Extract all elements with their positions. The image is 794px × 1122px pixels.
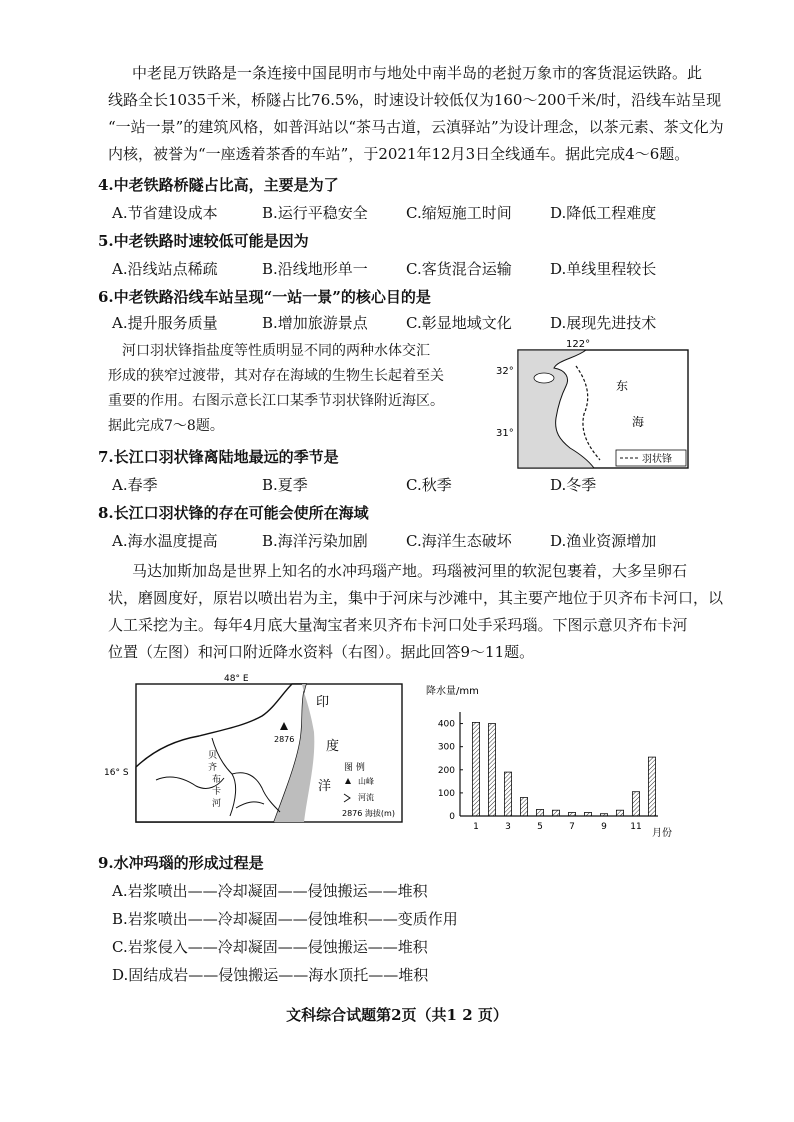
question-6-stem: 6.中老铁路沿线车站呈现“一站一景”的核心目的是 — [98, 288, 431, 306]
chart-y-tick-label: 300 — [437, 742, 455, 753]
question-8-stem: 8.长江口羽状锋的存在可能会使所在海域 — [98, 504, 369, 522]
question-6-option-d[interactable]: D.展现先进技术 — [550, 314, 657, 332]
question-7-stem: 7.长江口羽状锋离陆地最远的季节是 — [98, 448, 339, 466]
chart-x-tick-label: 9 — [601, 822, 607, 832]
map2-ocean-label-1: 印 — [316, 695, 330, 710]
chart-x-tick-label: 11 — [630, 822, 642, 832]
map2-peak-elevation-label: 2876 — [274, 735, 295, 744]
map1-sea-label-2: 海 — [632, 415, 645, 429]
question-9-option-a[interactable]: A.岩浆喷出——冷却凝固——侵蚀搬运——堆积 — [112, 882, 428, 900]
chart-bar-month-2 — [488, 724, 495, 816]
question-4-option-b[interactable]: B.运行平稳安全 — [262, 204, 368, 222]
map1-legend-label: 羽状锋 — [642, 454, 672, 465]
passage1-line-4: 内核，被誉为“一座透着茶香的车站”，于2021年12月3日全线通车。据此完成4～6题。 — [108, 145, 690, 163]
passage3-line-2: 状，磨圆度好，原岩以喷出岩为主，集中于河床与沙滩中，其主要产地位于贝齐布卡河口，以 — [108, 589, 724, 607]
passage2-line-3: 重要的作用。右图示意长江口某季节羽状锋附近海区。 — [108, 393, 444, 409]
chart-x-tick-label: 3 — [505, 822, 511, 832]
question-4-stem: 4.中老铁路桥隧占比高，主要是为了 — [98, 176, 339, 194]
chart-bar-month-4 — [520, 798, 527, 817]
chart-x-axis-label: 月份 — [652, 828, 672, 839]
question-5-stem: 5.中老铁路时速较低可能是因为 — [98, 232, 309, 250]
yangtze-estuary-map — [496, 336, 692, 472]
question-9-option-d[interactable]: D.固结成岩——侵蚀搬运——海水顶托——堆积 — [112, 966, 429, 984]
question-8-option-a[interactable]: A.海水温度提高 — [112, 532, 218, 550]
map2-river-label-4: 卡 — [212, 787, 222, 797]
passage1-line-2: 线路全长1035千米，桥隧占比76.5%，时速设计较低仅为160～200千米/时，沿线车站呈现 — [108, 91, 722, 109]
map2-legend-river-label: 河流 — [358, 793, 374, 802]
map1-longitude-label: 122° — [566, 339, 591, 350]
map2-legend-elevation-label: 2876 海拔(m) — [342, 809, 395, 818]
question-7-option-a[interactable]: A.春季 — [112, 476, 158, 494]
question-9-stem: 9.水冲玛瑙的形成过程是 — [98, 854, 264, 872]
chart-y-tick-label: 400 — [437, 719, 455, 730]
question-5-option-d[interactable]: D.单线里程较长 — [550, 260, 657, 278]
map2-legend-peak-label: 山峰 — [358, 777, 374, 786]
map2-ocean-label-2: 度 — [326, 739, 340, 754]
chart-bar-month-6 — [552, 810, 559, 816]
chart-bar-month-5 — [536, 810, 543, 817]
question-8-option-c[interactable]: C.海洋生态破坏 — [406, 532, 512, 550]
map1-sea-label-1: 东 — [616, 379, 629, 393]
question-4-option-a[interactable]: A.节省建设成本 — [112, 204, 218, 222]
question-8-option-b[interactable]: B.海洋污染加剧 — [262, 532, 368, 550]
chart-y-ticks — [438, 720, 455, 822]
chart-bar-month-12 — [648, 757, 655, 816]
chart-bar-month-11 — [632, 792, 639, 816]
question-7-option-c[interactable]: C.秋季 — [406, 476, 452, 494]
question-5-option-c[interactable]: C.客货混合运输 — [406, 260, 512, 278]
chart-bar-month-3 — [504, 772, 511, 816]
passage2-line-4: 据此完成7～8题。 — [108, 418, 224, 434]
chart-bar-month-10 — [616, 810, 623, 816]
passage3-line-4: 位置（左图）和河口附近降水资料（右图）。据此回答9～11题。 — [108, 643, 535, 661]
map2-river-label-3: 布 — [212, 775, 222, 785]
passage1-line-1: 中老昆万铁路是一条连接中国昆明市与地处中南半岛的老挝万象市的客货混运铁路。此 — [132, 64, 703, 82]
question-4-option-c[interactable]: C.缩短施工时间 — [406, 204, 512, 222]
passage2-line-2: 形成的狭窄过渡带，其对存在海域的生物生长起着至关 — [108, 368, 444, 384]
question-9-option-b[interactable]: B.岩浆喷出——冷却凝固——侵蚀堆积——变质作用 — [112, 910, 458, 928]
chart-y-axis-label: 降水量/mm — [426, 686, 479, 697]
map2-river-label-2: 齐 — [208, 763, 218, 773]
chart-bars — [472, 722, 655, 816]
map2-longitude-label: 48° E — [224, 674, 249, 684]
question-8-option-d[interactable]: D.渔业资源增加 — [550, 532, 657, 550]
passage1-line-3: “一站一景”的建筑风格，如普洱站以“茶马古道，云滇驿站”为设计理念，以茶元素、茶文化为 — [108, 118, 724, 136]
passage3-line-3: 人工采挖为主。每年4月底大量淘宝者来贝齐布卡河口处手采玛瑙。下图示意贝齐布卡河 — [108, 616, 688, 634]
question-5-option-b[interactable]: B.沿线地形单一 — [262, 260, 368, 278]
chart-x-tick-label: 7 — [569, 822, 575, 832]
passage2-line-1: 河口羽状锋指盐度等性质明显不同的两种水体交汇 — [122, 343, 430, 359]
chart-y-tick-label: 200 — [437, 765, 455, 776]
map1-latitude-top-label: 32° — [496, 366, 514, 377]
chart-x-tick-label: 1 — [473, 822, 479, 832]
map1-latitude-bottom-label: 31° — [496, 428, 514, 439]
chart-x-tick-label: 5 — [537, 822, 543, 832]
map2-river-label-1: 贝 — [208, 751, 218, 761]
map2-legend-title: 图 例 — [344, 763, 365, 773]
question-7-option-b[interactable]: B.夏季 — [262, 476, 308, 494]
chart-x-ticks — [473, 822, 642, 832]
question-6-option-a[interactable]: A.提升服务质量 — [112, 314, 218, 332]
question-9-option-c[interactable]: C.岩浆侵入——冷却凝固——侵蚀搬运——堆积 — [112, 938, 428, 956]
map2-latitude-label: 16° S — [104, 768, 129, 778]
passage3-line-1: 马达加斯加岛是世界上知名的水冲玛瑙产地。玛瑙被河里的软泥包裹着，大多呈卵石 — [132, 562, 688, 580]
chart-bar-month-1 — [472, 722, 479, 816]
question-6-option-b[interactable]: B.增加旅游景点 — [262, 314, 368, 332]
question-7-option-d[interactable]: D.冬季 — [550, 476, 597, 494]
betsiboka-river-map — [104, 672, 404, 834]
question-5-option-a[interactable]: A.沿线站点稀疏 — [112, 260, 218, 278]
page-footer: 文科综合试题第2页（共1 2 页） — [286, 1006, 508, 1024]
map2-ocean-label-3: 洋 — [318, 779, 332, 794]
question-6-option-c[interactable]: C.彰显地域文化 — [406, 314, 512, 332]
chart-y-tick-label: 100 — [437, 788, 455, 799]
map1-island — [534, 373, 554, 383]
chart-y-tick-label: 0 — [449, 812, 455, 822]
precipitation-bar-chart — [416, 676, 684, 840]
map2-river-label-5: 河 — [212, 799, 222, 809]
question-4-option-d[interactable]: D.降低工程难度 — [550, 204, 657, 222]
